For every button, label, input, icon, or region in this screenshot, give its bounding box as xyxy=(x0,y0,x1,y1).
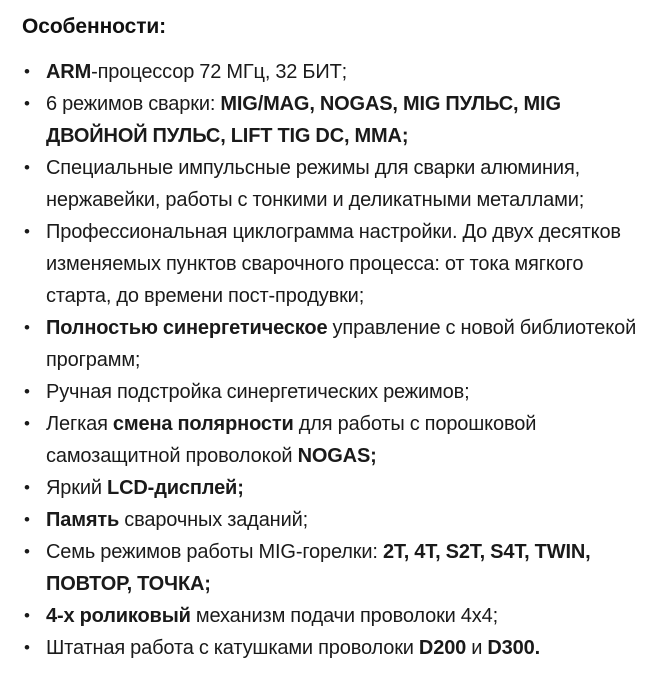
feature-item-arm-processor xyxy=(22,56,649,88)
feature-text: Ручная подстройка синергетических режимов; xyxy=(46,381,470,403)
feature-item-wire-feeder xyxy=(22,600,649,632)
feature-text-emphasis: D300. xyxy=(487,637,541,659)
feature-text: Яркий xyxy=(46,477,108,499)
feature-item-synergic-control xyxy=(22,312,649,376)
feature-text-emphasis: Полностью синергетическое xyxy=(46,317,328,339)
feature-text: для работы с порошковой самозащитной проволокой xyxy=(46,413,542,467)
feature-item-spool-support xyxy=(22,632,649,664)
feature-text: 6 режимов сварки: xyxy=(46,93,221,115)
feature-item-manual-tuning xyxy=(22,376,649,408)
feature-text-emphasis: MIG/MAG, NOGAS, MIG ПУЛЬС, MIG ДВОЙНОЙ ПУЛЬС, LIFT TIG DC, MMA; xyxy=(46,93,566,147)
feature-item-cyclogram xyxy=(22,216,649,312)
feature-item-pulse-modes xyxy=(22,152,649,216)
feature-text-emphasis: смена полярности xyxy=(112,413,294,435)
feature-text: сварочных заданий; xyxy=(119,509,309,531)
feature-item-welding-modes xyxy=(22,88,649,152)
feature-text: Штатная работа с катушками проволоки xyxy=(46,637,419,659)
feature-text-emphasis: LCD-дисплей; xyxy=(107,477,244,499)
features-list xyxy=(22,56,649,664)
feature-text: Семь режимов работы MIG-горелки: xyxy=(46,541,383,563)
feature-text: Профессиональная циклограмма настройки. До двух десятков изменяемых пунктов сварочного процесса: от тока мягкого старта, до времени пост-продувки; xyxy=(46,221,627,307)
feature-item-polarity-change xyxy=(22,408,649,472)
feature-text-emphasis: ARM xyxy=(46,61,92,83)
feature-text-emphasis: Память xyxy=(46,509,120,531)
feature-text: Легкая xyxy=(46,413,113,435)
page-title: Особенности: xyxy=(22,15,167,38)
feature-text: -процессор 72 МГц, 32 БИТ; xyxy=(91,61,348,83)
feature-text: и xyxy=(466,637,488,659)
feature-text-emphasis: 2T, 4T, S2T, S4T, TWIN, ПОВТОР, ТОЧКА; xyxy=(46,541,596,595)
feature-text: механизм подачи проволоки 4х4; xyxy=(190,605,499,627)
feature-text-emphasis: 4-х роликовый xyxy=(46,605,191,627)
feature-item-job-memory xyxy=(22,504,649,536)
feature-text-emphasis: NOGAS; xyxy=(297,445,377,467)
feature-text: управление с новой библиотекой программ; xyxy=(46,317,642,371)
feature-text-emphasis: D200 xyxy=(418,637,467,659)
feature-item-torch-modes xyxy=(22,536,649,600)
feature-item-lcd-display xyxy=(22,472,649,504)
feature-text: Специальные импульсные режимы для сварки алюминия, нержавейки, работы с тонкими и деликатными металлами; xyxy=(46,157,586,211)
